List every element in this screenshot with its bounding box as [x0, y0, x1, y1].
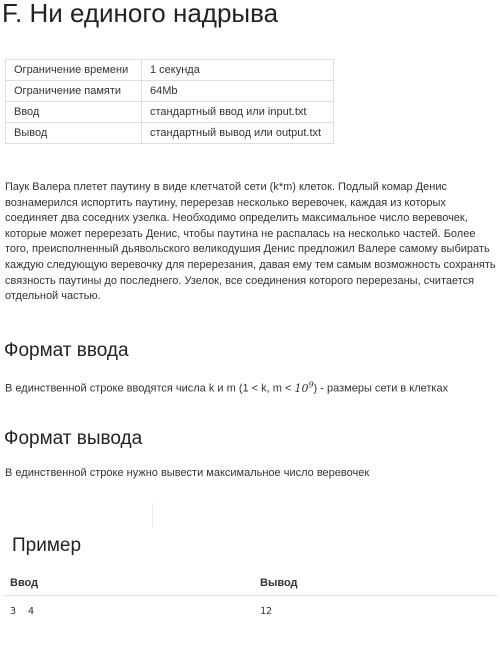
problem-statement: Паук Валера плетет паутину в виде клетчатой сети (k*m) клеток. Подлый комар Денис вознамерился испортить паутину, перерезав несколько веревочек, каждая из которых соединяет два соседних узелка. Необходимо определить максимальное число веревочек, которые может перерезать Денис, чтобы паутина не распалась на несколько частей. Более того, преисполненный дьявольского великодушия Денис предложил Валере самому выбирать каждую следующую веревочку для перерезания, давая ему тем самым возможность сохранять связность паутины до последнего. Узелок, все соединения которого перерезаны, считается отдельной частью.: [5, 181, 496, 303]
limit-key: Ограничение памяти: [6, 81, 142, 102]
table-row: [6, 102, 334, 123]
table-row: [6, 123, 334, 144]
input-format-text: [5, 380, 448, 395]
example-table: [5, 571, 497, 626]
problem-title: F. Ни единого надрыва: [2, 0, 279, 28]
output-format-text: В единственной строке нужно вывести максимальное число веревочек: [5, 467, 370, 479]
limit-key: Ограничение времени: [6, 60, 142, 81]
example-col-input: Ввод: [5, 571, 255, 596]
power-base: 10: [294, 381, 309, 395]
limit-value: 64Mb: [142, 81, 334, 102]
input-format-heading: Формат ввода: [4, 340, 129, 361]
example-output: 12: [260, 605, 273, 617]
limit-value: стандартный вывод или output.txt: [142, 123, 334, 144]
input-format-text-before: В единственной строке вводятся числа k и m (1 < k, m <: [5, 382, 295, 395]
example-heading: Пример: [12, 535, 82, 556]
table-header-row: [5, 571, 497, 596]
table-row: [6, 81, 334, 102]
limit-value: стандартный ввод или input.txt: [142, 102, 334, 123]
limits-table: [5, 59, 334, 144]
limit-key: Вывод: [6, 123, 142, 144]
limit-key: Ввод: [6, 102, 142, 123]
input-format-text-after: ) - размеры сети в клетках: [313, 382, 449, 395]
power-expression: [294, 382, 313, 395]
table-row: [6, 60, 334, 81]
table-row: [5, 596, 497, 627]
example-col-output: Вывод: [255, 571, 497, 596]
example-input: 3 4: [10, 605, 35, 617]
output-format-heading: Формат вывода: [4, 428, 143, 449]
power-exponent: 9: [308, 380, 314, 389]
limit-value: 1 секунда: [142, 60, 334, 81]
divider: [152, 502, 153, 528]
